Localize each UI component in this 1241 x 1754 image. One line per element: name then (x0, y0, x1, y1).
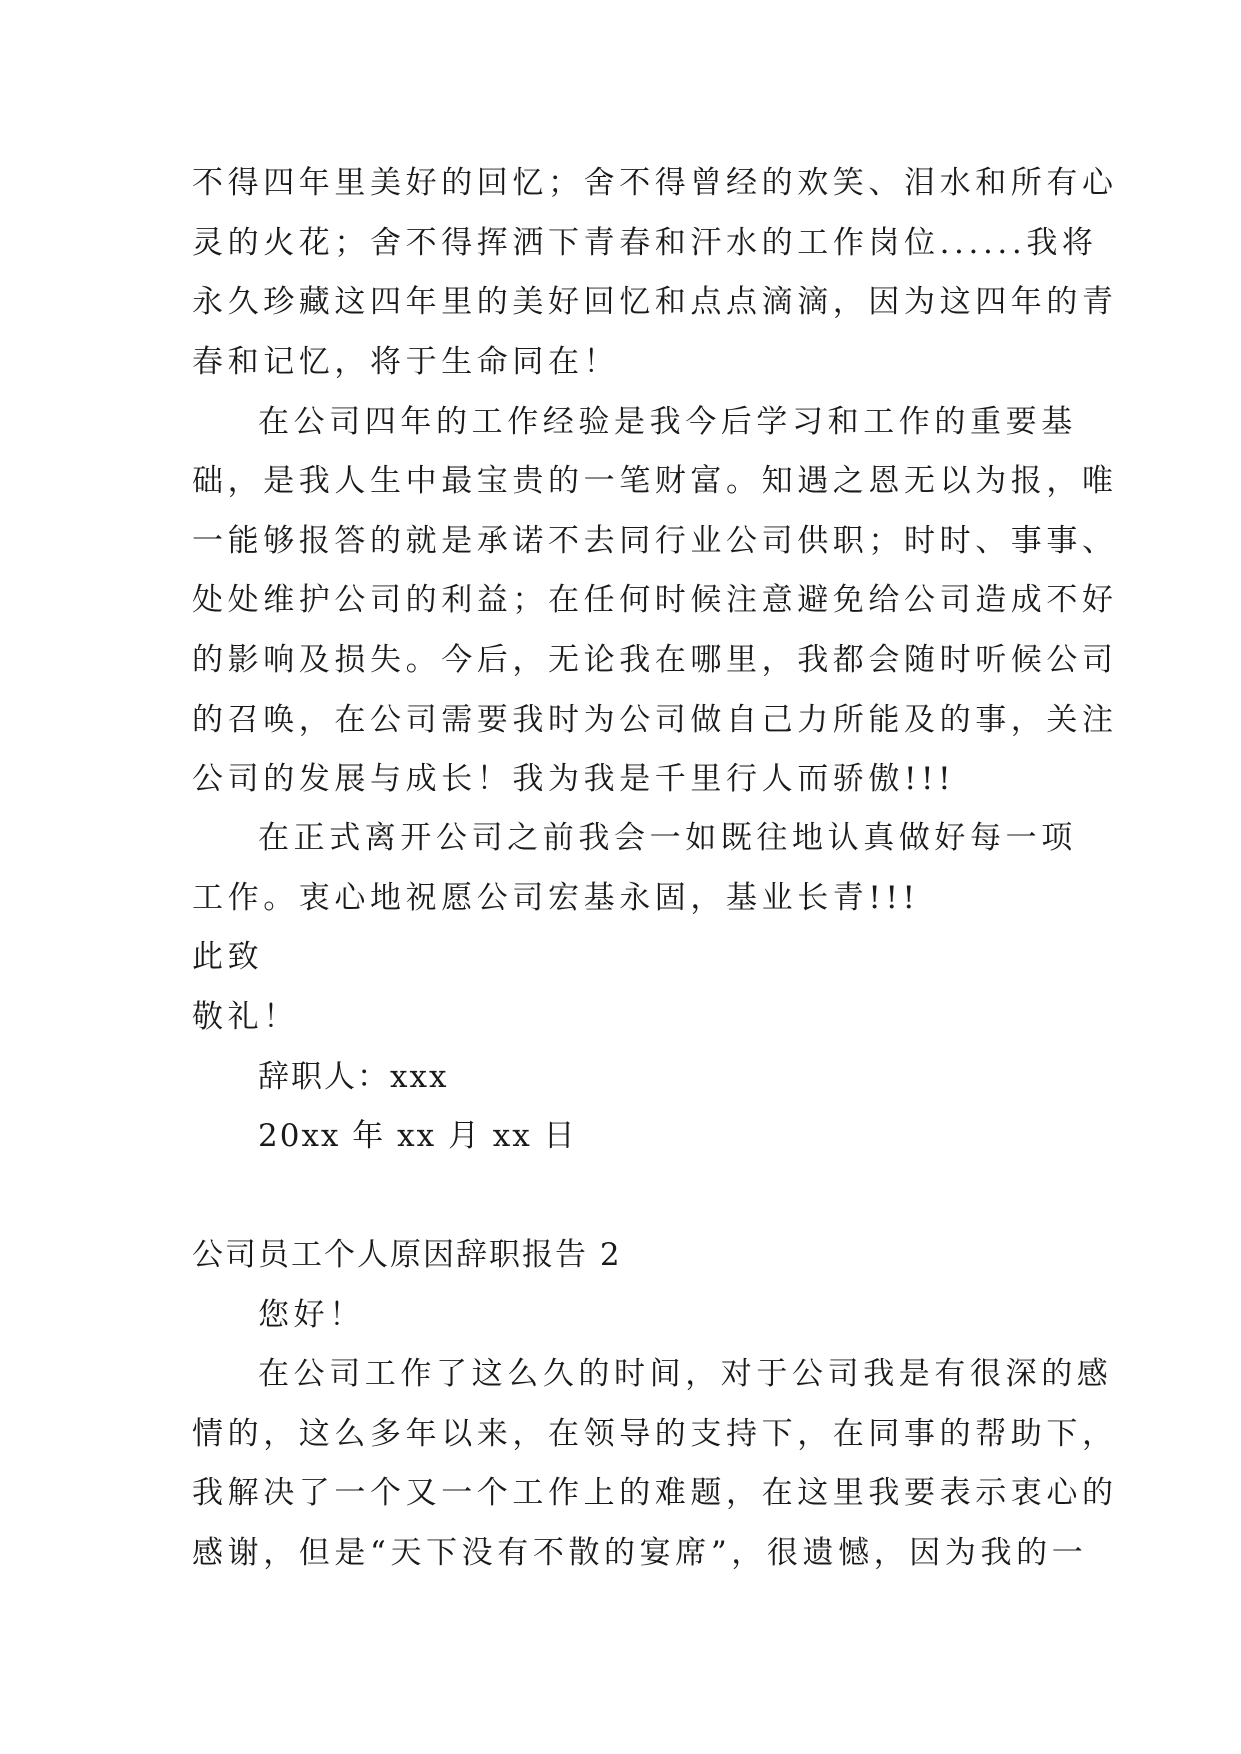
closing-line: 敬礼！ (192, 999, 299, 1035)
greeting-line: 您好！ (258, 1297, 365, 1333)
paragraph-line: 在正式离开公司之前我会一如既往地认真做好每一项 (258, 820, 1077, 856)
date-line: 20xx 年 xx 月 xx 日 (258, 1118, 577, 1154)
paragraph-line: 我解决了一个又一个工作上的难题，在这里我要表示衷心的 (192, 1475, 1118, 1511)
paragraph-line: 灵的火花；舍不得挥洒下青春和汗水的工作岗位......我将 (192, 225, 1098, 261)
paragraph-line: 工作。衷心地祝愿公司宏基永固，基业长青!!! (192, 880, 920, 916)
section-title: 公司员工个人原因辞职报告 2 (192, 1237, 622, 1273)
paragraph-line: 永久珍藏这四年里的美好回忆和点点滴滴，因为这四年的青 (192, 284, 1118, 320)
paragraph-line: 在公司工作了这么久的时间，对于公司我是有很深的感 (258, 1356, 1113, 1392)
paragraph-line: 公司的发展与成长！我为我是千里行人而骄傲!!! (192, 761, 956, 797)
paragraph-line: 的召唤，在公司需要我时为公司做自己力所能及的事，关注 (192, 702, 1118, 738)
paragraph-line: 不得四年里美好的回忆；舍不得曾经的欢笑、泪水和所有心 (192, 165, 1118, 201)
paragraph-line: 处处维护公司的利益；在任何时候注意避免给公司造成不好 (192, 582, 1118, 618)
paragraph-line: 一能够报答的就是承诺不去同行业公司供职；时时、事事、 (192, 523, 1118, 559)
paragraph-line: 春和记忆，将于生命同在！ (192, 344, 620, 380)
paragraph-line: 在公司四年的工作经验是我今后学习和工作的重要基 (258, 404, 1077, 440)
signer-line: 辞职人：xxx (258, 1059, 449, 1095)
paragraph-line: 础，是我人生中最宝贵的一笔财富。知遇之恩无以为报，唯 (192, 463, 1118, 499)
paragraph-line: 的影响及损失。今后，无论我在哪里，我都会随时听候公司 (192, 642, 1118, 678)
paragraph-line: 感谢，但是“天下没有不散的宴席”，很遗憾，因为我的一 (192, 1535, 1088, 1571)
paragraph-line: 情的，这么多年以来，在领导的支持下，在同事的帮助下， (192, 1416, 1118, 1452)
closing-line: 此致 (192, 939, 264, 975)
